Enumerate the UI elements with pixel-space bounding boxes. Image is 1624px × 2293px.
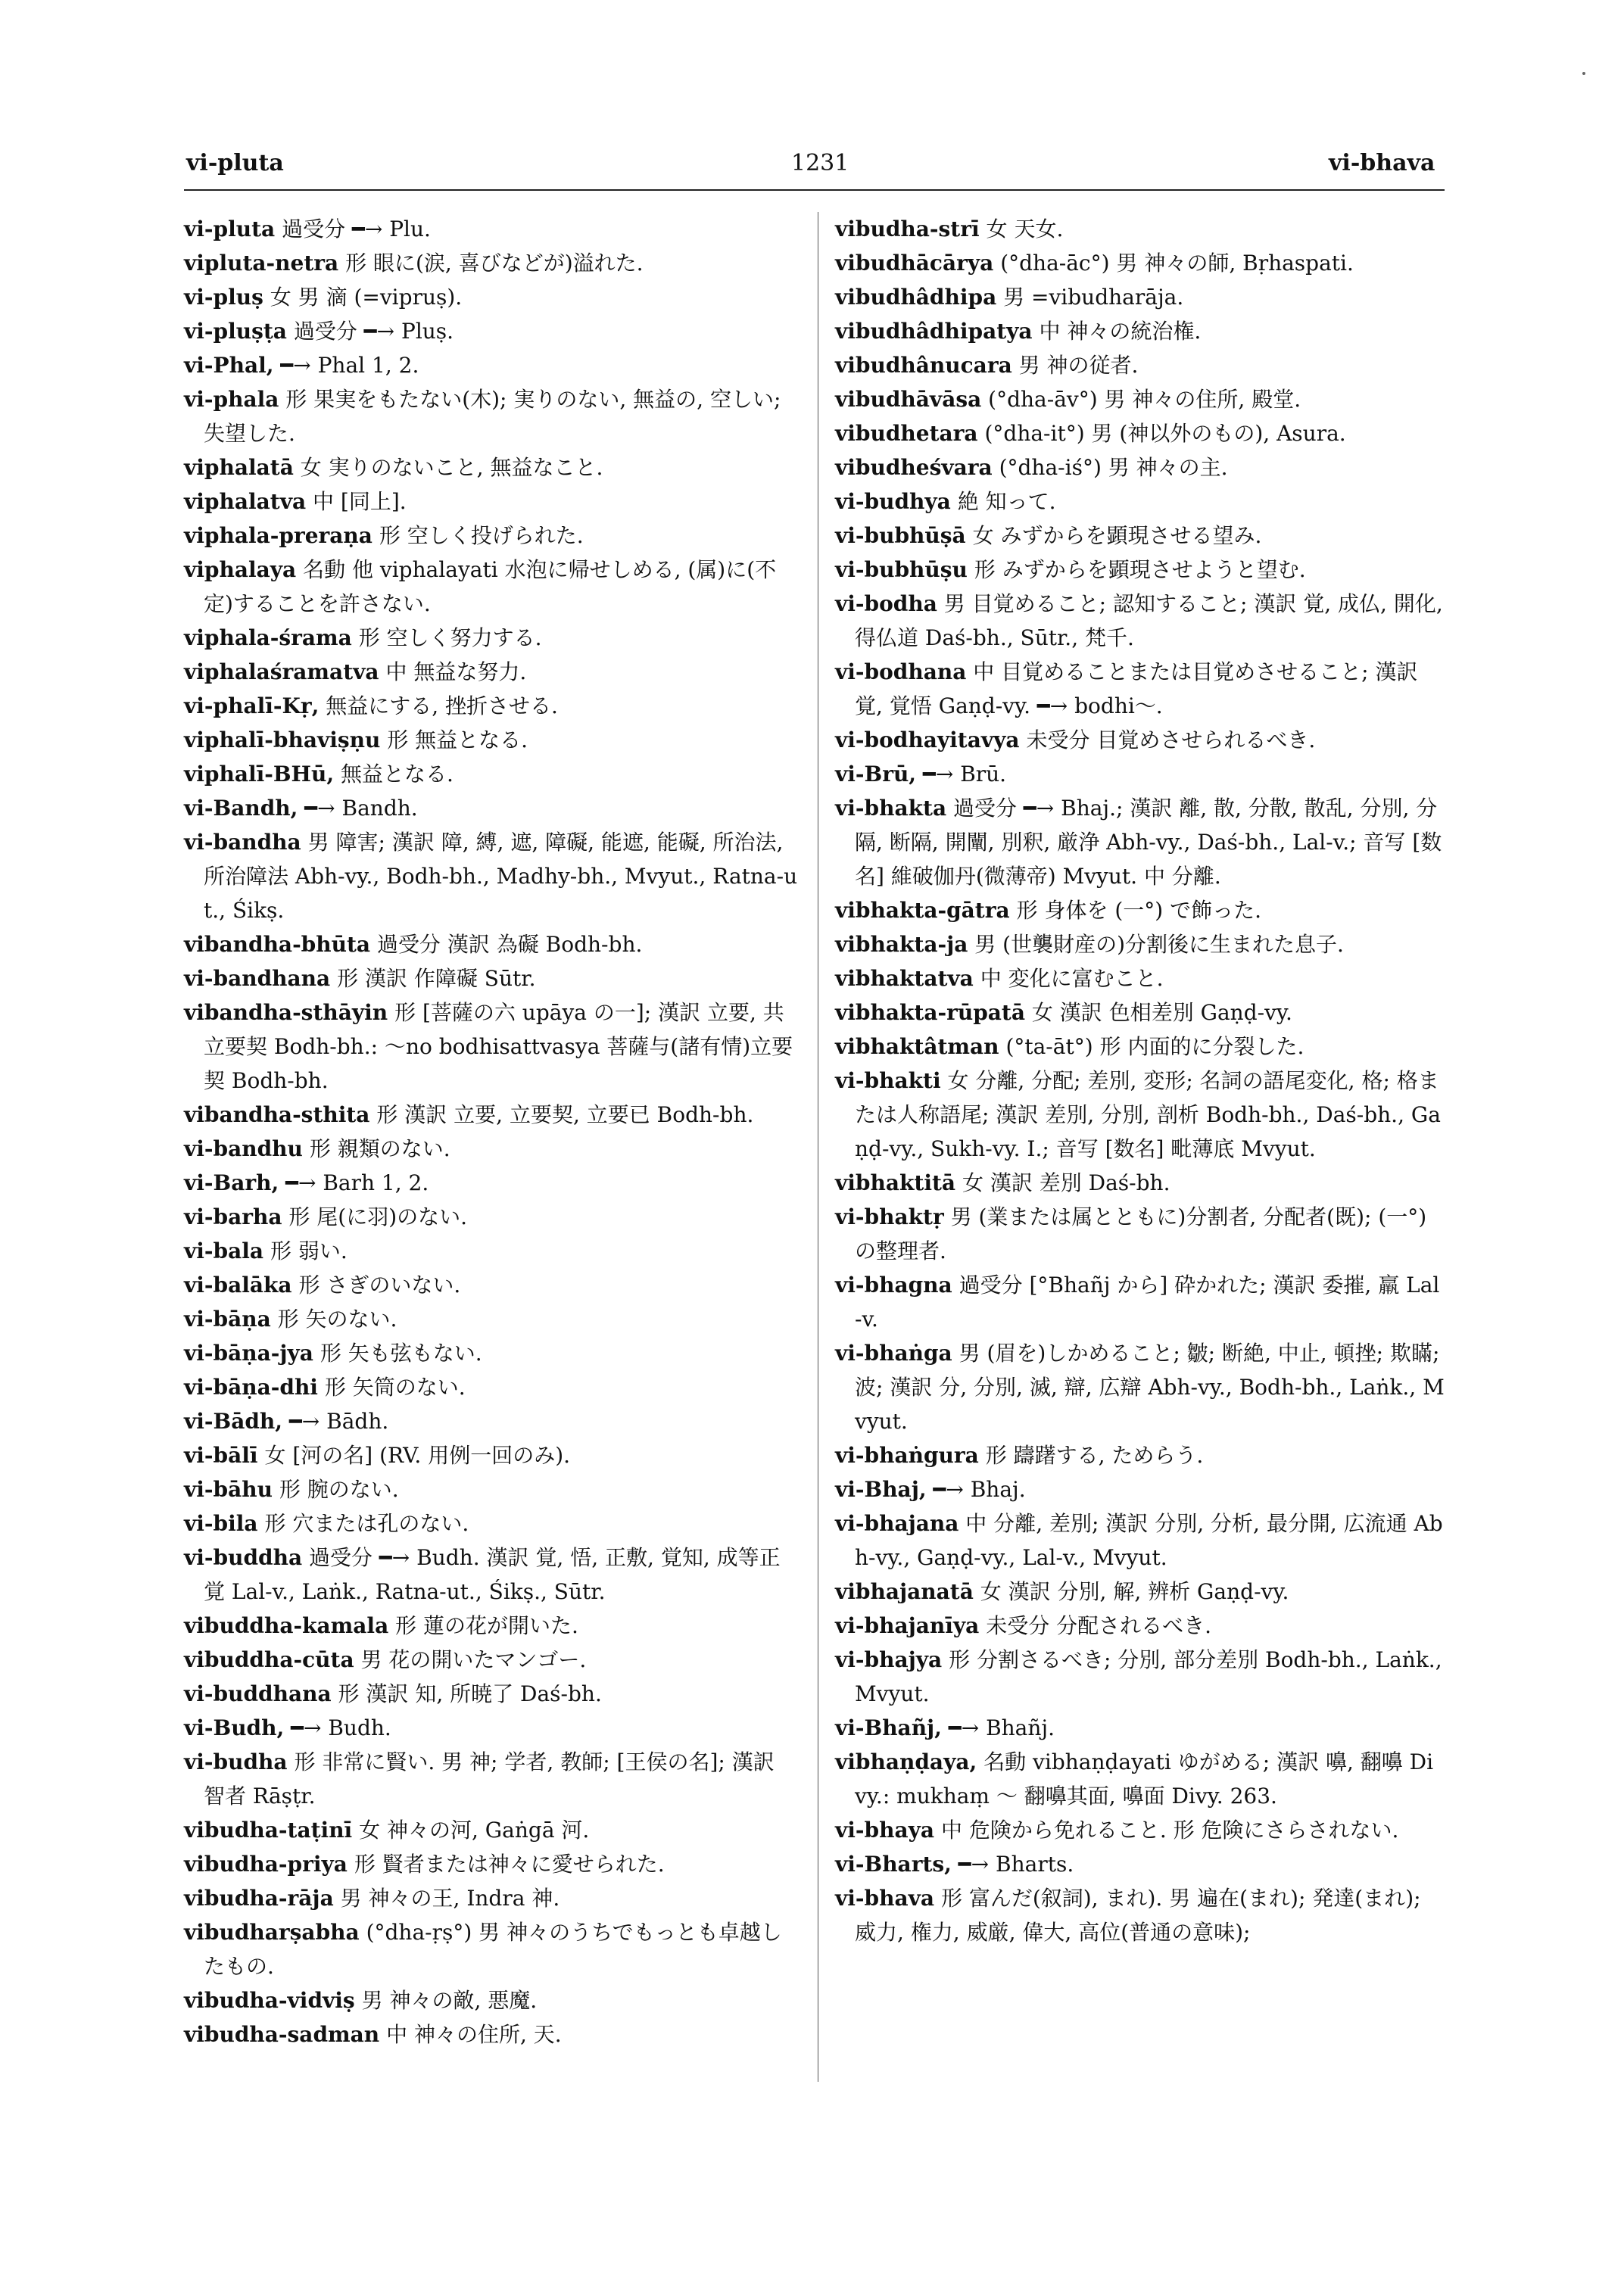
entry-definition: 形 穴または孔のない. xyxy=(264,1511,469,1536)
entry-headword: vi-bandhu xyxy=(184,1136,303,1161)
dictionary-entry xyxy=(184,1098,801,1132)
running-head-left: vi-pluta xyxy=(186,150,284,176)
dictionary-entry xyxy=(184,1677,801,1711)
dictionary-entry xyxy=(835,553,1445,587)
dictionary-entry xyxy=(184,1336,801,1370)
dictionary-entry xyxy=(184,1983,801,2017)
entry-definition: 女 神々の河, Gaṅgā 河. xyxy=(359,1818,590,1843)
dictionary-entry xyxy=(184,1541,801,1609)
entry-definition: 過受分 ━→ Plu. xyxy=(282,217,431,241)
entry-definition: 女 男 滴 (=vipruṣ). xyxy=(270,285,463,310)
entry-definition: 中 変化に富むこと. xyxy=(980,966,1164,991)
entry-headword: viphalī-bhaviṣṇu xyxy=(184,727,381,752)
entry-definition: 形 矢も弦もない. xyxy=(320,1341,482,1366)
dictionary-entry xyxy=(184,1643,801,1677)
entry-definition: ━→ Phal 1, 2. xyxy=(280,353,419,378)
entry-headword: vi-phalī-Kṛ, xyxy=(184,693,320,718)
entry-headword: viphalī-BHū, xyxy=(184,762,335,787)
entry-headword: vi-pluṣ xyxy=(184,285,263,310)
entry-headword: vi-budhya xyxy=(835,489,951,514)
entry-definition: 形 [菩薩の六 upāya の一]; 漢訳 立要, 共立要契 Bodh-bh.: ～no bodhisattvasya 菩薩与(諸有情)立要契 Bodh-bh. xyxy=(204,1000,793,1093)
entry-headword: vi-Bādh, xyxy=(184,1409,283,1434)
dictionary-entry xyxy=(835,416,1445,450)
entry-definition: 過受分 ━→ Budh. 漢訳 覚, 悟, 正敷, 覚知, 成等正覚 Lal-v., Laṅk., Ratna-ut., Śikṣ., Sūtr. xyxy=(204,1545,781,1604)
entry-headword: vi-balāka xyxy=(184,1273,292,1298)
entry-definition: 女 漢訳 差別 Daś-bh. xyxy=(962,1170,1170,1195)
dictionary-entry xyxy=(184,382,801,450)
entry-headword: vi-barha xyxy=(184,1204,282,1229)
entry-headword: vibhaṇḍaya, xyxy=(835,1749,977,1774)
entry-headword: vi-bala xyxy=(184,1238,264,1263)
entry-headword: vi-bila xyxy=(184,1511,258,1536)
entry-headword: vi-Bhañj, xyxy=(835,1715,942,1740)
entry-headword: vibudhetara xyxy=(835,421,978,446)
entry-headword: vibudhācārya xyxy=(835,251,994,276)
dictionary-entry xyxy=(184,246,801,280)
entry-headword: vi-bubhūṣā xyxy=(835,523,966,548)
entry-headword: vibhaktitā xyxy=(835,1170,956,1195)
entry-headword: vibuddha-cūta xyxy=(184,1647,354,1672)
entry-headword: vi-buddha xyxy=(184,1545,303,1570)
entry-headword: vibudhāvāsa xyxy=(835,387,982,412)
entry-definition: 未受分 目覚めさせられるべき. xyxy=(1026,727,1316,752)
dictionary-entry xyxy=(835,995,1445,1030)
dictionary-entry xyxy=(835,1064,1445,1166)
entry-headword: viphala-preraṇa xyxy=(184,523,372,548)
entry-headword: vipluta-netra xyxy=(184,251,339,276)
entry-definition: 形 漢訳 作障礙 Sūtr. xyxy=(337,966,536,991)
entry-definition: 形 無益となる. xyxy=(387,727,528,752)
entry-definition: 男 (業または属とともに)分割者, 分配者(既); (一°) の整理者. xyxy=(855,1204,1427,1263)
entry-headword: vibhaktâtman xyxy=(835,1034,999,1059)
entry-headword: vi-bhakti xyxy=(835,1068,941,1093)
dictionary-entry xyxy=(835,587,1445,655)
entry-definition: (°ta-āt°) 形 内面的に分裂した. xyxy=(1005,1034,1304,1059)
entry-definition: ━→ Bādh. xyxy=(288,1409,389,1434)
dictionary-entry xyxy=(184,1472,801,1506)
dictionary-entry xyxy=(184,1200,801,1234)
dictionary-entry xyxy=(184,1268,801,1302)
dictionary-entry xyxy=(184,348,801,382)
dictionary-entry xyxy=(835,484,1445,519)
dictionary-entry xyxy=(835,450,1445,484)
entry-definition: 男 花の開いたマンゴー. xyxy=(360,1647,587,1672)
dictionary-entry xyxy=(184,1166,801,1200)
entry-headword: vibhakta-rūpatā xyxy=(835,1000,1025,1025)
entry-headword: vibudha-vidviṣ xyxy=(184,1988,355,2013)
header-rule xyxy=(184,189,1445,191)
dictionary-entry xyxy=(835,757,1445,791)
entry-definition: ━→ Barh 1, 2. xyxy=(285,1170,429,1195)
dictionary-entry xyxy=(184,621,801,655)
dictionary-entry xyxy=(184,689,801,723)
entry-definition: 女 分離, 分配; 差別, 変形; 名詞の語尾変化, 格; 格または人称語尾; 漢訳 差別, 分別, 剖析 Bodh-bh., Daś-bh., Gaṇḍ-vy., Sukh-vy. I.; 音写 [数名] 毗薄底 Mvyut. xyxy=(855,1068,1441,1161)
entry-definition: 過受分 ━→ Bhaj.; 漢訳 離, 散, 分散, 散乱, 分別, 分隔, 断隔, 開闡, 別釈, 厳浄 Abh-vy., Daś-bh., Lal-v.; 音写 [数名] 維破伽丹(微薄帝) Mvyut. 中 分離. xyxy=(855,796,1442,889)
entry-headword: vibudhâdhipatya xyxy=(835,319,1033,344)
entry-definition: 中 目覚めることまたは目覚めさせること; 漢訳 覚, 覚悟 Gaṇḍ-vy. ━→ bodhi～. xyxy=(855,659,1418,718)
entry-definition: (°dha-iś°) 男 神々の主. xyxy=(999,455,1228,480)
entry-headword: vi-bhakta xyxy=(835,796,947,821)
entry-definition: 女 漢訳 分別, 解, 辨析 Gaṇḍ-vy. xyxy=(980,1579,1289,1604)
entry-headword: vibandha-sthita xyxy=(184,1102,370,1127)
entry-headword: vibhakta-gātra xyxy=(835,898,1010,923)
entry-definition: (°dha-it°) 男 (神以外のもの), Asura. xyxy=(984,421,1346,446)
entry-definition: ━→ Bhañj. xyxy=(948,1715,1055,1740)
entry-definition: 形 漢訳 知, 所暁了 Daś-bh. xyxy=(338,1681,602,1706)
entry-headword: viphalatva xyxy=(184,489,307,514)
dictionary-entry xyxy=(184,212,801,246)
entry-definition: ━→ Brū. xyxy=(922,762,1007,787)
entry-definition: ━→ Budh. xyxy=(291,1715,391,1740)
dictionary-entry xyxy=(184,723,801,757)
entry-definition: 中 [同上]. xyxy=(313,489,407,514)
entry-definition: (°dha-āc°) 男 神々の師, Bṛhaspati. xyxy=(1000,251,1354,276)
entry-definition: 形 空しく努力する. xyxy=(358,625,542,650)
entry-headword: vi-bodha xyxy=(835,591,937,616)
entry-headword: vi-bāṇa-dhi xyxy=(184,1375,318,1400)
entry-definition: 名動 他 viphalayati 水泡に帰せしめる, (属)に(不定)することを許さない. xyxy=(204,557,777,616)
dictionary-entry xyxy=(184,1302,801,1336)
entry-headword: vi-bhajya xyxy=(835,1647,943,1672)
entry-headword: vi-Phal, xyxy=(184,353,274,378)
entry-definition: 形 矢のない. xyxy=(277,1307,397,1332)
entry-definition: 形 賢者または神々に愛せられた. xyxy=(354,1852,665,1877)
entry-definition: 形 眼に(涙, 喜びなどが)溢れた. xyxy=(345,251,644,276)
entry-definition: 名動 vibhaṇḍayati ゆがめる; 漢訳 嚊, 翻嚊 Divy.: mukhaṃ ～ 翻嚊其面, 嚊面 Divy. 263. xyxy=(855,1749,1434,1809)
dictionary-entry xyxy=(835,723,1445,757)
entry-definition: 男 =vibudharāja. xyxy=(1003,285,1184,310)
dictionary-entry xyxy=(835,519,1445,553)
dictionary-entry xyxy=(184,1506,801,1541)
entry-headword: vibudha-rāja xyxy=(184,1886,334,1911)
entry-headword: vi-Barh, xyxy=(184,1170,279,1195)
entry-definition: 過受分 漢訳 為礙 Bodh-bh. xyxy=(376,932,643,957)
dictionary-entry xyxy=(835,1881,1445,1949)
dictionary-entry xyxy=(835,791,1445,893)
dictionary-entry xyxy=(184,1915,801,1983)
entry-headword: vi-bāhu xyxy=(184,1477,273,1502)
entry-definition: 男 目覚めること; 認知すること; 漢訳 覚, 成仏, 開化, 得仏道 Daś-bh., Sūtr., 梵千. xyxy=(855,591,1443,650)
entry-definition: 形 空しく投げられた. xyxy=(379,523,584,548)
dictionary-entry xyxy=(184,791,801,825)
dictionary-entry xyxy=(184,1132,801,1166)
entry-definition: 男 (眉を)しかめること; 皺; 断絶, 中止, 頓挫; 欺瞞; 波; 漢訳 分, 分別, 滅, 辯, 広辯 Abh-vy., Bodh-bh., Laṅk., Mvyut. xyxy=(855,1341,1445,1434)
entry-headword: vi-bandha xyxy=(184,830,301,855)
dictionary-entry xyxy=(835,1438,1445,1472)
entry-headword: vi-bhaṅga xyxy=(835,1341,952,1366)
dictionary-entry xyxy=(835,246,1445,280)
entry-headword: vi-bhava xyxy=(835,1886,935,1911)
entry-definition: 男 神々の王, Indra 神. xyxy=(340,1886,560,1911)
entry-headword: vi-Bharts, xyxy=(835,1852,952,1877)
entry-definition: 無益となる. xyxy=(341,762,454,787)
scan-speck xyxy=(1582,72,1585,75)
dictionary-entry xyxy=(835,1711,1445,1745)
dictionary-entry xyxy=(184,519,801,553)
entry-definition: 過受分 [°Bhañj から] 砕かれた; 漢訳 委摧, 羸 Lal-v. xyxy=(855,1273,1440,1332)
entry-headword: vi-bubhūṣu xyxy=(835,557,968,582)
dictionary-entry xyxy=(184,1609,801,1643)
entry-headword: vibudheśvara xyxy=(835,455,993,480)
entry-definition: 形 矢筒のない. xyxy=(324,1375,466,1400)
entry-headword: vi-bhaktṛ xyxy=(835,1204,944,1229)
entry-definition: 形 果実をもたない(木); 実りのない, 無益の, 空しい; 失望した. xyxy=(204,387,781,446)
entry-definition: ━→ Bandh. xyxy=(304,796,418,821)
entry-definition: 男 神の従者. xyxy=(1018,353,1139,378)
entry-headword: vi-bodhana xyxy=(835,659,967,684)
entry-definition: 形 身体を (一°) で飾った. xyxy=(1016,898,1261,923)
entry-headword: vi-pluṣṭa xyxy=(184,319,287,344)
dictionary-entry xyxy=(184,655,801,689)
entry-definition: (°dha-āv°) 男 神々の住所, 殿堂. xyxy=(988,387,1301,412)
dictionary-entry xyxy=(184,1881,801,1915)
entry-definition: 未受分 分配されるべき. xyxy=(986,1613,1212,1638)
entry-headword: vibudha-sadman xyxy=(184,2022,380,2047)
dictionary-entry xyxy=(835,655,1445,723)
entry-definition: 女 [河の名] (RV. 用例一回のみ). xyxy=(264,1443,571,1468)
dictionary-entry xyxy=(835,927,1445,961)
dictionary-entry xyxy=(835,314,1445,348)
dictionary-entry xyxy=(835,1609,1445,1643)
entry-definition: 中 無益な努力. xyxy=(385,659,527,684)
dictionary-entry xyxy=(835,1506,1445,1575)
dictionary-entry xyxy=(184,757,801,791)
entry-headword: viphalatā xyxy=(184,455,294,480)
dictionary-entry xyxy=(835,1643,1445,1711)
running-head-right: vi-bhava xyxy=(1329,150,1435,176)
dictionary-entry xyxy=(184,1847,801,1881)
entry-headword: vi-Brū, xyxy=(835,762,917,787)
entry-headword: vibhaktatva xyxy=(835,966,974,991)
entry-headword: vibhajanatā xyxy=(835,1579,974,1604)
dictionary-entry xyxy=(184,280,801,314)
dictionary-entry xyxy=(835,1030,1445,1064)
entry-definition: 男 神々の敵, 悪魔. xyxy=(361,1988,538,2013)
entry-definition: 形 蓮の花が開いた. xyxy=(395,1613,578,1638)
dictionary-entry xyxy=(184,314,801,348)
entry-headword: vi-bhajana xyxy=(835,1511,959,1536)
dictionary-entry xyxy=(184,484,801,519)
entry-definition: 絶 知って. xyxy=(957,489,1056,514)
entry-definition: 形 躊躇する, ためらう. xyxy=(985,1443,1204,1468)
dictionary-entry xyxy=(184,927,801,961)
right-column xyxy=(835,212,1445,1949)
dictionary-entry xyxy=(184,961,801,995)
entry-headword: viphalaya xyxy=(184,557,297,582)
dictionary-entry xyxy=(835,1813,1445,1847)
dictionary-entry xyxy=(835,1847,1445,1881)
entry-definition: 形 弱い. xyxy=(270,1238,348,1263)
dictionary-entry xyxy=(184,1370,801,1404)
dictionary-entry xyxy=(835,212,1445,246)
entry-definition: (°dha-ṛṣ°) 男 神々のうちでもっとも卓越したもの. xyxy=(204,1920,782,1979)
entry-definition: 形 尾(に羽)のない. xyxy=(288,1204,468,1229)
entry-headword: vi-buddhana xyxy=(184,1681,332,1706)
entry-headword: vibhakta-ja xyxy=(835,932,968,957)
entry-definition: 中 神々の統治権. xyxy=(1039,319,1202,344)
dictionary-entry xyxy=(184,450,801,484)
entry-definition: 女 天女. xyxy=(986,217,1064,241)
entry-headword: vi-bhaṅgura xyxy=(835,1443,979,1468)
dictionary-entry xyxy=(835,893,1445,927)
entry-headword: vibudha-strī xyxy=(835,217,980,241)
entry-definition: ━→ Bharts. xyxy=(958,1852,1074,1877)
left-column xyxy=(184,212,801,2052)
entry-definition: 男 (世襲財産の)分割後に生まれた息子. xyxy=(974,932,1344,957)
entry-headword: vibudhâdhipa xyxy=(835,285,997,310)
page-number: 1231 xyxy=(791,150,849,176)
entry-headword: vibudha-taṭinī xyxy=(184,1818,353,1843)
entry-definition: 形 漢訳 立要, 立要契, 立要已 Bodh-bh. xyxy=(376,1102,754,1127)
entry-headword: vi-bālī xyxy=(184,1443,258,1468)
dictionary-entry xyxy=(835,348,1445,382)
entry-definition: 女 みずからを顕現させる望み. xyxy=(972,523,1262,548)
entry-definition: 過受分 ━→ Pluṣ. xyxy=(293,319,454,344)
entry-headword: vi-bhagna xyxy=(835,1273,952,1298)
entry-headword: viphalaśramatva xyxy=(184,659,379,684)
dictionary-entry xyxy=(184,1745,801,1813)
entry-headword: vi-budha xyxy=(184,1749,288,1774)
entry-definition: 女 漢訳 色相差別 Gaṇḍ-vy. xyxy=(1031,1000,1292,1025)
dictionary-entry xyxy=(835,961,1445,995)
entry-headword: vi-phala xyxy=(184,387,279,412)
dictionary-entry xyxy=(184,1711,801,1745)
dictionary-entry xyxy=(835,1336,1445,1438)
dictionary-entry xyxy=(835,1472,1445,1506)
entry-headword: vibuddha-kamala xyxy=(184,1613,389,1638)
dictionary-entry xyxy=(835,1166,1445,1200)
entry-headword: viphala-śrama xyxy=(184,625,352,650)
entry-definition: 中 分離, 差別; 漢訳 分別, 分析, 最分開, 広流通 Abh-vy., Gaṇḍ-vy., Lal-v., Mvyut. xyxy=(855,1511,1443,1570)
entry-headword: vibandha-sthāyin xyxy=(184,1000,388,1025)
entry-definition: 形 みずからを顕現させようと望む. xyxy=(974,557,1306,582)
dictionary-entry xyxy=(835,280,1445,314)
entry-headword: vi-bodhayitavya xyxy=(835,727,1020,752)
entry-headword: vibudha-priya xyxy=(184,1852,348,1877)
entry-headword: vi-bhaya xyxy=(835,1818,935,1843)
entry-headword: vi-Bandh, xyxy=(184,796,298,821)
dictionary-entry xyxy=(184,2017,801,2052)
dictionary-entry xyxy=(835,1268,1445,1336)
entry-definition: 中 神々の住所, 天. xyxy=(386,2022,562,2047)
entry-definition: 形 腕のない. xyxy=(279,1477,399,1502)
dictionary-entry xyxy=(184,1404,801,1438)
dictionary-entry xyxy=(184,553,801,621)
entry-definition: ━→ Bhaj. xyxy=(933,1477,1026,1502)
dictionary-entry xyxy=(184,1234,801,1268)
entry-headword: vi-pluta xyxy=(184,217,276,241)
entry-headword: vi-bāṇa xyxy=(184,1307,271,1332)
entry-definition: 女 実りのないこと, 無益なこと. xyxy=(300,455,603,480)
entry-headword: vi-bandhana xyxy=(184,966,331,991)
entry-definition: 形 分割さるべき; 分別, 部分差別 Bodh-bh., Laṅk., Mvyut. xyxy=(855,1647,1442,1706)
entry-headword: vibudhânucara xyxy=(835,353,1012,378)
entry-definition: 中 危険から免れること. 形 危険にさらされない. xyxy=(940,1818,1399,1843)
dictionary-entry xyxy=(835,382,1445,416)
dictionary-entry xyxy=(835,1745,1445,1813)
entry-headword: vi-bhajanīya xyxy=(835,1613,980,1638)
dictionary-entry xyxy=(184,995,801,1098)
entry-definition: 男 障害; 漢訳 障, 縛, 遮, 障礙, 能遮, 能礙, 所治法, 所治障法 Abh-vy., Bodh-bh., Madhy-bh., Mvyut., Ratna-ut., Śikṣ. xyxy=(204,830,798,923)
dictionary-entry xyxy=(184,825,801,927)
entry-headword: vi-Bhaj, xyxy=(835,1477,927,1502)
entry-definition: 形 非常に賢い. 男 神; 学者, 教師; [王侯の名]; 漢訳 智者 Rāṣṭr. xyxy=(204,1749,775,1809)
entry-headword: vi-Budh, xyxy=(184,1715,285,1740)
entry-definition: 無益にする, 挫折させる. xyxy=(326,693,558,718)
entry-definition: 形 親類のない. xyxy=(309,1136,450,1161)
dictionary-entry xyxy=(835,1575,1445,1609)
entry-definition: 形 富んだ(叙詞), まれ). 男 遍在(まれ); 発達(まれ); 威力, 権力, 威厳, 偉大, 高位(普通の意味); xyxy=(855,1886,1421,1945)
entry-definition: 形 さぎのいない. xyxy=(298,1273,461,1298)
entry-headword: vi-bāṇa-jya xyxy=(184,1341,313,1366)
entry-headword: vibudharṣabha xyxy=(184,1920,360,1945)
dictionary-entry xyxy=(835,1200,1445,1268)
entry-headword: vibandha-bhūta xyxy=(184,932,371,957)
dictionary-entry xyxy=(184,1438,801,1472)
dictionary-entry xyxy=(184,1813,801,1847)
